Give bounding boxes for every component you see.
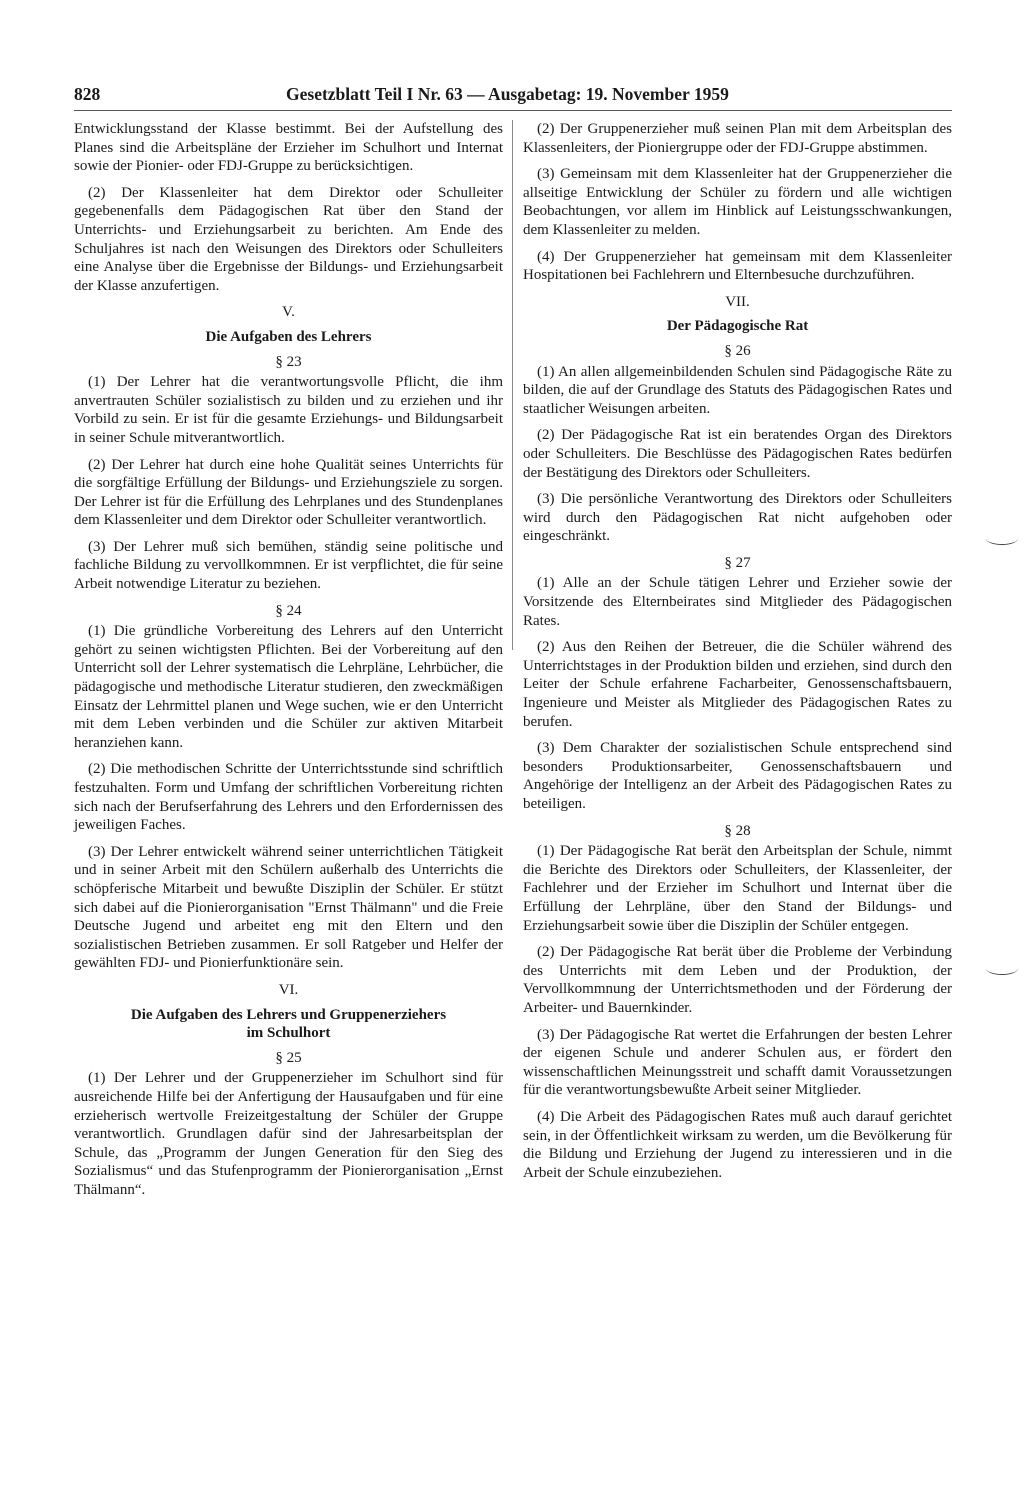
paragraph: (3) Die persönliche Verantwortung des Direktors oder Schulleiters wird durch den Pädagogischen Rat nicht aufgehoben oder eingeschränkt. — [523, 491, 952, 545]
page-number: 828 — [74, 84, 101, 104]
section-sign: § 26 — [724, 342, 751, 359]
paragraph: Entwicklungsstand der Klasse bestimmt. Bei der Aufstellung des Planes sind die Arbeitspläne der Erzieher im Schulhort und Internat sowie der Pionier- oder FDJ-Gruppe zu berücksichtigen. — [74, 121, 503, 175]
right-column — [523, 120, 952, 1190]
section-heading-line: Die Aufgaben des Lehrers und Gruppenerziehers — [130, 1006, 447, 1023]
paragraph: (1) Der Lehrer und der Gruppenerzieher im Schulhort sind für ausreichende Hilfe bei der Anfertigung der Hausaufgaben und für eine erzieherisch wertvolle Freizeitgestaltung der Schüler der Gruppe verantwortlich. Grundlagen dafür sind der Jahresarbeitsplan der Schule, das „Programm der Jungen Generation für den Sieg des Sozialismus“ und das Stufenprogramm der Pionierorganisation „Ernst Thälmann“. — [74, 1070, 503, 1198]
paragraph: (3) Der Lehrer muß sich bemühen, ständig seine politische und fachliche Bildung zu vervollkommnen. Er ist verpflichtet, die für seine Arbeit notwendige Literatur zu beziehen. — [74, 538, 503, 593]
paragraph: (2) Der Lehrer hat durch eine hohe Qualität seines Unterrichts für die sorgfältige Erfüllung der Bildungs- und Erziehungsziele zu sorgen. Der Lehrer ist für die Erfüllung des Lehrplanes und des Stundenplanes dem Klassenleiter und dem Direktor oder Schulleiter verantwortlich. — [74, 456, 503, 529]
section-heading-line: im Schulhort — [246, 1025, 331, 1042]
header-title: Gesetzblatt Teil I Nr. 63 — Ausgabetag: 19. November 1959 — [286, 84, 729, 104]
paragraph: (2) Der Klassenleiter hat dem Direktor oder Schulleiter gegebenenfalls dem Pädagogischen Rat über den Stand der Unterrichts- und Erziehungsarbeit zu berichten. Am Ende des Schuljahres ist nach den Weisungen des Direktors oder Schulleiters eine Analyse über die Ergebnisse der Bildungs- und Erziehungsarbeit der Klasse anzufertigen. — [74, 184, 503, 294]
paragraph: (1) Der Lehrer hat die verantwortungsvolle Pflicht, die ihm anvertrauten Schüler sozialistisch zu bilden und zu erziehen und ihr Vorbild zu sein. Er ist für die gesamte Erziehungs- und Bildungsarbeit in seiner Schule mitverantwortlich. — [74, 374, 503, 446]
paragraph: (4) Der Gruppenerzieher hat gemeinsam mit dem Klassenleiter Hospitationen bei Fachlehrern und Elternbesuche durchzuführen. — [523, 248, 952, 284]
paragraph: (3) Der Pädagogische Rat wertet die Erfahrungen der besten Lehrer der eigenen Schule und anderer Schulen aus, er fördert den wissenschaftlichen Meinungsstreit und schafft damit Voraussetzungen für die verantwortungsbewußte Arbeit seiner Mitglieder. — [523, 1026, 952, 1099]
section-sign: § 24 — [275, 602, 302, 619]
paragraph: (3) Der Lehrer entwickelt während seiner unterrichtlichen Tätigkeit und in seiner Arbeit mit den Schülern außerhalb des Unterrichts die schöpferische Mitarbeit und bewußte Disziplin der Schüler. Er stützt sich dabei auf die Pionierorganisation "Ernst Thälmann" und die Freie Deutsche Jugend und arbeitet eng mit den Eltern und den sozialistischen Betrieben zusammen. Er soll Ratgeber und Helfer der gewählten FDJ- und Pionierfunktionäre sein. — [74, 843, 503, 972]
paragraph: (2) Die methodischen Schritte der Unterrichtsstunde sind schriftlich festzuhalten. Form und Umfang der schriftlichen Vorbereitung richten sich nach der Berufserfahrung des Lehrers und den Erfordernissen des jeweiligen Faches. — [74, 761, 503, 834]
paragraph: (1) Alle an der Schule tätigen Lehrer und Erzieher sowie der Vorsitzende des Elternbeirates sind Mitglieder des Pädagogischen Rates. — [523, 575, 952, 629]
section-heading: Der Pädagogische Rat — [666, 318, 809, 335]
section-sign: § 27 — [724, 554, 751, 571]
paragraph: (2) Der Gruppenerzieher muß seinen Plan mit dem Arbeitsplan des Klassenleiters, der Pioniergruppe oder der FDJ-Gruppe abstimmen. — [523, 121, 952, 156]
paragraph: (1) An allen allgemeinbildenden Schulen sind Pädagogische Räte zu bilden, die auf der Grundlage des Statuts des Pädagogischen Rates und staatlicher Weisungen arbeiten. — [523, 363, 952, 417]
column-divider — [512, 120, 513, 650]
section-sign: § 23 — [275, 353, 302, 370]
paragraph: (3) Dem Charakter der sozialistischen Schule entsprechend sind besonders Produktionsarbeiter, Genossenschaftsbauern und Angehörige der Intelligenz an der Arbeit des Pädagogischen Rates zu beteiligen. — [523, 740, 952, 812]
section-heading — [74, 1006, 503, 1043]
header-rule — [74, 110, 952, 111]
section-numeral: V. — [282, 304, 295, 321]
paragraph: (2) Aus den Reihen der Betreuer, die die Schüler während des Unterrichtstages in der Produktion bilden und erziehen, sind durch den Leiter der Schule erfahrene Facharbeiter, Genossenschaftsbauern, Ingenieure und Meister als Mitglieder des Pädagogischen Rates zu berufen. — [523, 639, 952, 730]
section-heading: Die Aufgaben des Lehrers — [205, 328, 372, 345]
paragraph: (1) Der Pädagogische Rat berät den Arbeitsplan der Schule, nimmt die Berichte des Direktors oder Schulleiters, der Klassenleiter, der Fachlehrer und der Erzieher im Schulhort und Internat über die Erfüllung der Lehrpläne, über den Stand der Bildungs- und Erziehungsarbeit sowie über die Disziplin der Schüler entgegen. — [523, 843, 952, 934]
margin-mark — [986, 962, 1018, 975]
paragraph: (1) Die gründliche Vorbereitung des Lehrers auf den Unterricht gehört zu seinen wichtigsten Pflichten. Bei der Vorbereitung auf den Unterricht soll der Lehrer systematisch die Lehrpläne, Lehrbücher, die pädagogische und methodische Literatur studieren, den zweckmäßigen Einsatz der Lehrmittel planen und Wege suchen, wie er den Unterricht mit dem Leben verbinden und die Schüler zur aktiven Mitarbeit heranziehen kann. — [74, 623, 503, 751]
paragraph: (3) Gemeinsam mit dem Klassenleiter hat der Gruppenerzieher die allseitige Entwicklung der Schüler zu fördern und alle wichtigen Beobachtungen, vor allem im Hinblick auf Leistungsschwankungen, dem Klassenleiter zu melden. — [523, 166, 952, 238]
margin-mark — [986, 532, 1018, 545]
section-numeral: VII. — [725, 293, 750, 310]
paragraph: (2) Der Pädagogische Rat ist ein beratendes Organ des Direktors oder Schulleiters. Die Beschlüsse des Pädagogischen Rates bedürfen der Bestätigung des Direktors oder Schulleiters. — [523, 427, 952, 481]
page-header — [74, 84, 780, 108]
left-column — [74, 120, 503, 1207]
section-sign: § 28 — [724, 822, 751, 839]
section-sign: § 25 — [275, 1049, 302, 1066]
section-numeral: VI. — [278, 981, 299, 998]
paragraph: (2) Der Pädagogische Rat berät über die Probleme der Verbindung des Unterrichts mit dem Leben und der Produktion, der Vervollkommnung der Unterrichtsmethoden und der Förderung der Arbeiter- und Bauernkinder. — [523, 944, 952, 1016]
paragraph: (4) Die Arbeit des Pädagogischen Rates muß auch darauf gerichtet sein, in der Öffentlichkeit wirksam zu werden, um die Bevölkerung für die Bildung und Erziehung der Jugend zu interessieren und in die Arbeit der Schule einzubeziehen. — [523, 1108, 952, 1181]
